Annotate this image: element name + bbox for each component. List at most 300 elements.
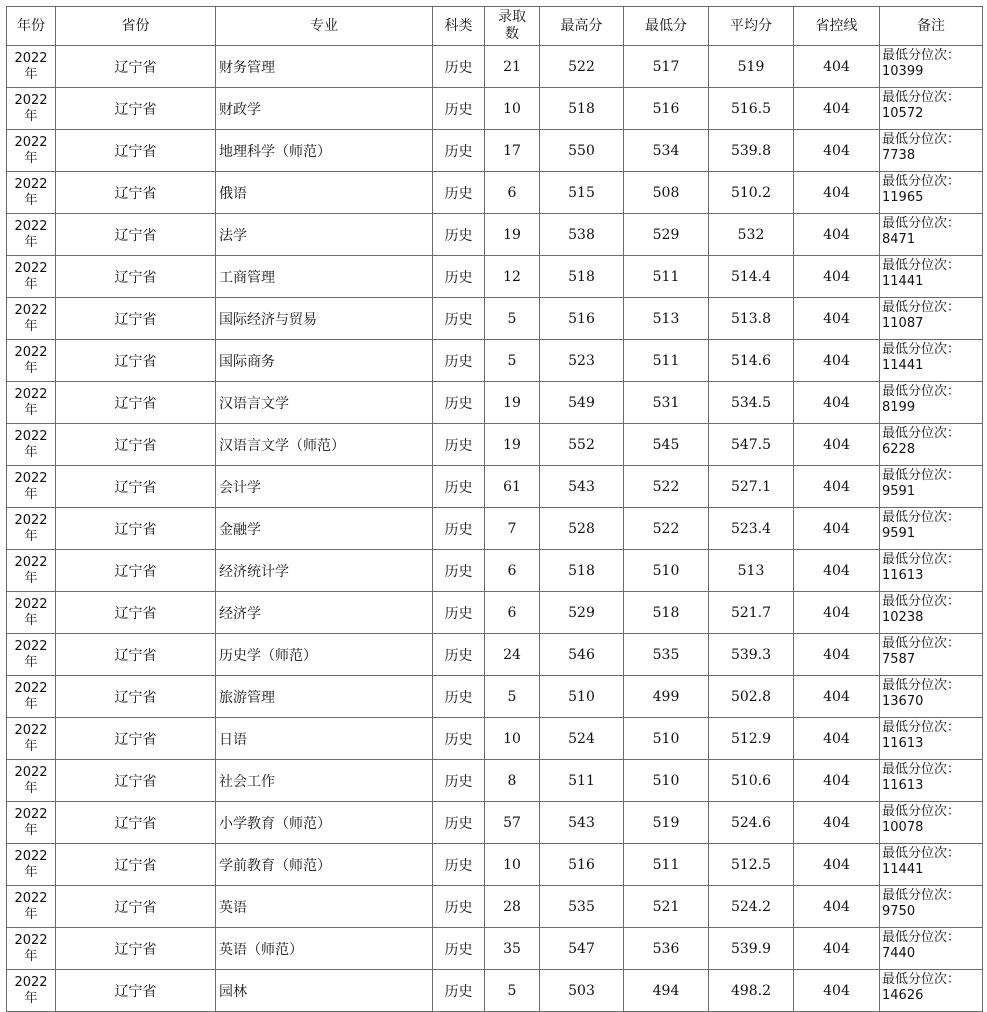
cell-admitted: 8 (485, 760, 540, 802)
cell-min-score: 513 (624, 298, 709, 340)
cell-major: 汉语言文学（师范） (216, 424, 433, 466)
admission-scores-table (6, 6, 983, 1012)
cell-province: 辽宁省 (56, 382, 216, 424)
year-value: 2022 (14, 260, 48, 276)
note-label: 最低分位次： (882, 846, 961, 861)
cell-province: 辽宁省 (56, 88, 216, 130)
note-rank-value: 7587 (882, 652, 916, 667)
note-rank-value: 9591 (882, 484, 916, 499)
cell-avg-score: 527.1 (709, 466, 794, 508)
cell-province: 辽宁省 (56, 928, 216, 970)
cell-subject: 历史 (433, 298, 485, 340)
cell-avg-score: 516.5 (709, 88, 794, 130)
cell-control-line: 404 (794, 802, 880, 844)
cell-subject: 历史 (433, 676, 485, 718)
header-note: 备注 (880, 7, 983, 46)
cell-year (7, 760, 56, 802)
cell-province: 辽宁省 (56, 844, 216, 886)
cell-year (7, 340, 56, 382)
year-unit: 年 (24, 990, 38, 1006)
cell-avg-score: 524.6 (709, 802, 794, 844)
cell-control-line: 404 (794, 592, 880, 634)
cell-province: 辽宁省 (56, 970, 216, 1012)
cell-note (880, 592, 983, 634)
cell-year (7, 424, 56, 466)
cell-year (7, 298, 56, 340)
year-unit: 年 (24, 234, 38, 250)
cell-province: 辽宁省 (56, 466, 216, 508)
cell-year (7, 172, 56, 214)
cell-note (880, 340, 983, 382)
cell-min-score: 545 (624, 424, 709, 466)
cell-avg-score: 534.5 (709, 382, 794, 424)
cell-note (880, 382, 983, 424)
cell-note (880, 760, 983, 802)
cell-max-score: 518 (540, 550, 624, 592)
year-unit: 年 (24, 276, 38, 292)
cell-note (880, 508, 983, 550)
note-label: 最低分位次： (882, 720, 961, 735)
cell-year (7, 130, 56, 172)
cell-subject: 历史 (433, 256, 485, 298)
note-rank-value: 11613 (882, 778, 924, 793)
cell-max-score: 549 (540, 382, 624, 424)
year-unit: 年 (24, 780, 38, 796)
table-row (7, 130, 983, 172)
table-row (7, 172, 983, 214)
cell-note (880, 676, 983, 718)
cell-max-score: 538 (540, 214, 624, 256)
cell-admitted: 19 (485, 214, 540, 256)
note-label: 最低分位次： (882, 174, 961, 189)
cell-note (880, 844, 983, 886)
cell-avg-score: 502.8 (709, 676, 794, 718)
header-major: 专业 (216, 7, 433, 46)
cell-subject: 历史 (433, 592, 485, 634)
cell-min-score: 511 (624, 844, 709, 886)
cell-min-score: 511 (624, 340, 709, 382)
year-value: 2022 (14, 764, 48, 780)
year-value: 2022 (14, 932, 48, 948)
cell-province: 辽宁省 (56, 802, 216, 844)
cell-min-score: 529 (624, 214, 709, 256)
cell-control-line: 404 (794, 382, 880, 424)
note-rank-value: 7440 (882, 946, 916, 961)
year-value: 2022 (14, 344, 48, 360)
cell-admitted: 19 (485, 382, 540, 424)
cell-control-line: 404 (794, 88, 880, 130)
cell-major: 旅游管理 (216, 676, 433, 718)
cell-province: 辽宁省 (56, 634, 216, 676)
cell-max-score: 516 (540, 298, 624, 340)
cell-admitted: 5 (485, 970, 540, 1012)
table-row (7, 970, 983, 1012)
header-avg-score: 平均分 (709, 7, 794, 46)
year-unit: 年 (24, 738, 38, 754)
header-min-score: 最低分 (624, 7, 709, 46)
note-label: 最低分位次： (882, 468, 961, 483)
cell-note (880, 466, 983, 508)
cell-major: 工商管理 (216, 256, 433, 298)
cell-control-line: 404 (794, 676, 880, 718)
table-row (7, 634, 983, 676)
cell-min-score: 535 (624, 634, 709, 676)
cell-subject: 历史 (433, 550, 485, 592)
cell-major: 小学教育（师范） (216, 802, 433, 844)
cell-major: 日语 (216, 718, 433, 760)
cell-control-line: 404 (794, 214, 880, 256)
year-unit: 年 (24, 402, 38, 418)
table-row (7, 718, 983, 760)
header-control-line: 省控线 (794, 7, 880, 46)
year-unit: 年 (24, 486, 38, 502)
cell-avg-score: 513.8 (709, 298, 794, 340)
note-rank-value: 10238 (882, 610, 924, 625)
cell-avg-score: 510.2 (709, 172, 794, 214)
cell-admitted: 5 (485, 340, 540, 382)
note-rank-value: 11613 (882, 736, 924, 751)
cell-control-line: 404 (794, 760, 880, 802)
cell-min-score: 510 (624, 760, 709, 802)
table-row (7, 928, 983, 970)
year-unit: 年 (24, 360, 38, 376)
cell-subject: 历史 (433, 466, 485, 508)
cell-admitted: 61 (485, 466, 540, 508)
cell-note (880, 970, 983, 1012)
year-value: 2022 (14, 50, 48, 66)
note-rank-value: 10078 (882, 820, 924, 835)
year-unit: 年 (24, 864, 38, 880)
note-rank-value: 14626 (882, 988, 924, 1003)
cell-admitted: 6 (485, 172, 540, 214)
cell-avg-score: 532 (709, 214, 794, 256)
cell-max-score: 529 (540, 592, 624, 634)
cell-control-line: 404 (794, 466, 880, 508)
cell-admitted: 5 (485, 676, 540, 718)
cell-max-score: 546 (540, 634, 624, 676)
cell-max-score: 515 (540, 172, 624, 214)
table-row (7, 340, 983, 382)
cell-min-score: 536 (624, 928, 709, 970)
cell-min-score: 511 (624, 256, 709, 298)
cell-year (7, 466, 56, 508)
cell-avg-score: 519 (709, 46, 794, 88)
cell-control-line: 404 (794, 508, 880, 550)
cell-year (7, 46, 56, 88)
cell-note (880, 718, 983, 760)
cell-subject: 历史 (433, 46, 485, 88)
cell-avg-score: 521.7 (709, 592, 794, 634)
cell-control-line: 404 (794, 298, 880, 340)
note-label: 最低分位次： (882, 342, 961, 357)
cell-avg-score: 513 (709, 550, 794, 592)
header-year: 年份 (7, 7, 56, 46)
cell-major: 法学 (216, 214, 433, 256)
cell-major: 财务管理 (216, 46, 433, 88)
cell-avg-score: 539.3 (709, 634, 794, 676)
cell-control-line: 404 (794, 844, 880, 886)
cell-note (880, 298, 983, 340)
cell-note (880, 802, 983, 844)
note-label: 最低分位次： (882, 510, 961, 525)
cell-year (7, 550, 56, 592)
cell-major: 财政学 (216, 88, 433, 130)
cell-note (880, 634, 983, 676)
table-row (7, 844, 983, 886)
cell-year (7, 634, 56, 676)
cell-note (880, 256, 983, 298)
note-label: 最低分位次： (882, 594, 961, 609)
note-label: 最低分位次： (882, 48, 961, 63)
year-value: 2022 (14, 176, 48, 192)
cell-major: 历史学（师范） (216, 634, 433, 676)
cell-subject: 历史 (433, 88, 485, 130)
admission-table-container (6, 6, 983, 1012)
table-row (7, 508, 983, 550)
note-rank-value: 11087 (882, 316, 924, 331)
note-rank-value: 7738 (882, 148, 916, 163)
cell-major: 国际经济与贸易 (216, 298, 433, 340)
cell-avg-score: 524.2 (709, 886, 794, 928)
note-label: 最低分位次： (882, 258, 961, 273)
cell-subject: 历史 (433, 886, 485, 928)
cell-admitted: 6 (485, 550, 540, 592)
cell-major: 汉语言文学 (216, 382, 433, 424)
cell-admitted: 57 (485, 802, 540, 844)
year-value: 2022 (14, 638, 48, 654)
note-rank-value: 8471 (882, 232, 916, 247)
header-max-score: 最高分 (540, 7, 624, 46)
cell-avg-score: 514.4 (709, 256, 794, 298)
cell-province: 辽宁省 (56, 46, 216, 88)
cell-major: 经济统计学 (216, 550, 433, 592)
cell-year (7, 970, 56, 1012)
cell-control-line: 404 (794, 886, 880, 928)
cell-subject: 历史 (433, 508, 485, 550)
note-label: 最低分位次： (882, 930, 961, 945)
note-label: 最低分位次： (882, 132, 961, 147)
cell-admitted: 10 (485, 88, 540, 130)
cell-year (7, 256, 56, 298)
cell-subject: 历史 (433, 634, 485, 676)
cell-province: 辽宁省 (56, 298, 216, 340)
cell-admitted: 10 (485, 844, 540, 886)
note-rank-value: 11441 (882, 862, 924, 877)
table-row (7, 466, 983, 508)
note-rank-value: 11441 (882, 358, 924, 373)
year-value: 2022 (14, 428, 48, 444)
cell-note (880, 46, 983, 88)
year-value: 2022 (14, 512, 48, 528)
table-body (7, 46, 983, 1012)
cell-min-score: 494 (624, 970, 709, 1012)
cell-avg-score: 547.5 (709, 424, 794, 466)
note-rank-value: 11613 (882, 568, 924, 583)
year-value: 2022 (14, 848, 48, 864)
note-rank-value: 13670 (882, 694, 924, 709)
note-label: 最低分位次： (882, 762, 961, 777)
note-label: 最低分位次： (882, 384, 961, 399)
year-unit: 年 (24, 108, 38, 124)
year-value: 2022 (14, 554, 48, 570)
cell-max-score: 543 (540, 466, 624, 508)
cell-province: 辽宁省 (56, 592, 216, 634)
cell-max-score: 522 (540, 46, 624, 88)
cell-province: 辽宁省 (56, 172, 216, 214)
year-value: 2022 (14, 596, 48, 612)
table-row (7, 298, 983, 340)
note-rank-value: 9591 (882, 526, 916, 541)
cell-control-line: 404 (794, 424, 880, 466)
note-rank-value: 11965 (882, 190, 924, 205)
note-rank-value: 10399 (882, 64, 924, 79)
cell-subject: 历史 (433, 718, 485, 760)
cell-year (7, 508, 56, 550)
cell-avg-score: 510.6 (709, 760, 794, 802)
cell-min-score: 510 (624, 550, 709, 592)
cell-year (7, 928, 56, 970)
cell-year (7, 802, 56, 844)
note-rank-value: 8199 (882, 400, 916, 415)
table-row (7, 802, 983, 844)
cell-control-line: 404 (794, 550, 880, 592)
cell-max-score: 535 (540, 886, 624, 928)
cell-min-score: 517 (624, 46, 709, 88)
year-unit: 年 (24, 66, 38, 82)
cell-admitted: 21 (485, 46, 540, 88)
note-rank-value: 6228 (882, 442, 916, 457)
cell-note (880, 928, 983, 970)
cell-min-score: 522 (624, 508, 709, 550)
cell-note (880, 130, 983, 172)
cell-subject: 历史 (433, 382, 485, 424)
note-label: 最低分位次： (882, 426, 961, 441)
cell-major: 学前教育（师范） (216, 844, 433, 886)
table-row (7, 382, 983, 424)
cell-major: 园林 (216, 970, 433, 1012)
cell-avg-score: 498.2 (709, 970, 794, 1012)
cell-subject: 历史 (433, 802, 485, 844)
table-row (7, 676, 983, 718)
year-unit: 年 (24, 654, 38, 670)
cell-min-score: 519 (624, 802, 709, 844)
cell-subject: 历史 (433, 424, 485, 466)
cell-province: 辽宁省 (56, 676, 216, 718)
cell-subject: 历史 (433, 760, 485, 802)
cell-year (7, 676, 56, 718)
header-admitted: 录取数 (485, 7, 540, 46)
cell-admitted: 28 (485, 886, 540, 928)
cell-max-score: 547 (540, 928, 624, 970)
note-label: 最低分位次： (882, 972, 961, 987)
cell-year (7, 214, 56, 256)
note-rank-value: 10572 (882, 106, 924, 121)
cell-admitted: 35 (485, 928, 540, 970)
cell-subject: 历史 (433, 844, 485, 886)
year-unit: 年 (24, 570, 38, 586)
cell-min-score: 516 (624, 88, 709, 130)
cell-avg-score: 514.6 (709, 340, 794, 382)
cell-max-score: 550 (540, 130, 624, 172)
cell-admitted: 10 (485, 718, 540, 760)
cell-major: 会计学 (216, 466, 433, 508)
year-unit: 年 (24, 906, 38, 922)
note-label: 最低分位次： (882, 678, 961, 693)
year-value: 2022 (14, 470, 48, 486)
table-row (7, 46, 983, 88)
cell-min-score: 510 (624, 718, 709, 760)
cell-year (7, 886, 56, 928)
cell-major: 英语 (216, 886, 433, 928)
cell-province: 辽宁省 (56, 550, 216, 592)
cell-subject: 历史 (433, 340, 485, 382)
cell-control-line: 404 (794, 340, 880, 382)
table-row (7, 886, 983, 928)
year-value: 2022 (14, 680, 48, 696)
cell-control-line: 404 (794, 718, 880, 760)
table-row (7, 550, 983, 592)
cell-province: 辽宁省 (56, 424, 216, 466)
cell-min-score: 521 (624, 886, 709, 928)
cell-control-line: 404 (794, 970, 880, 1012)
cell-province: 辽宁省 (56, 340, 216, 382)
cell-major: 经济学 (216, 592, 433, 634)
table-row (7, 592, 983, 634)
cell-max-score: 528 (540, 508, 624, 550)
cell-subject: 历史 (433, 172, 485, 214)
cell-admitted: 7 (485, 508, 540, 550)
cell-control-line: 404 (794, 256, 880, 298)
cell-avg-score: 512.9 (709, 718, 794, 760)
table-row (7, 214, 983, 256)
cell-control-line: 404 (794, 172, 880, 214)
cell-province: 辽宁省 (56, 508, 216, 550)
cell-min-score: 534 (624, 130, 709, 172)
cell-control-line: 404 (794, 130, 880, 172)
note-rank-value: 9750 (882, 904, 916, 919)
cell-control-line: 404 (794, 46, 880, 88)
cell-max-score: 524 (540, 718, 624, 760)
table-row (7, 424, 983, 466)
note-label: 最低分位次： (882, 804, 961, 819)
cell-province: 辽宁省 (56, 886, 216, 928)
cell-min-score: 508 (624, 172, 709, 214)
year-unit: 年 (24, 528, 38, 544)
cell-note (880, 88, 983, 130)
header-subject: 科类 (433, 7, 485, 46)
cell-major: 英语（师范） (216, 928, 433, 970)
year-unit: 年 (24, 696, 38, 712)
cell-subject: 历史 (433, 130, 485, 172)
table-row (7, 256, 983, 298)
cell-note (880, 550, 983, 592)
cell-year (7, 382, 56, 424)
cell-subject: 历史 (433, 928, 485, 970)
note-label: 最低分位次： (882, 300, 961, 315)
cell-province: 辽宁省 (56, 130, 216, 172)
year-value: 2022 (14, 134, 48, 150)
cell-max-score: 518 (540, 256, 624, 298)
table-row (7, 88, 983, 130)
cell-max-score: 518 (540, 88, 624, 130)
year-unit: 年 (24, 150, 38, 166)
cell-major: 社会工作 (216, 760, 433, 802)
cell-admitted: 17 (485, 130, 540, 172)
cell-max-score: 516 (540, 844, 624, 886)
cell-max-score: 523 (540, 340, 624, 382)
cell-province: 辽宁省 (56, 256, 216, 298)
cell-min-score: 499 (624, 676, 709, 718)
